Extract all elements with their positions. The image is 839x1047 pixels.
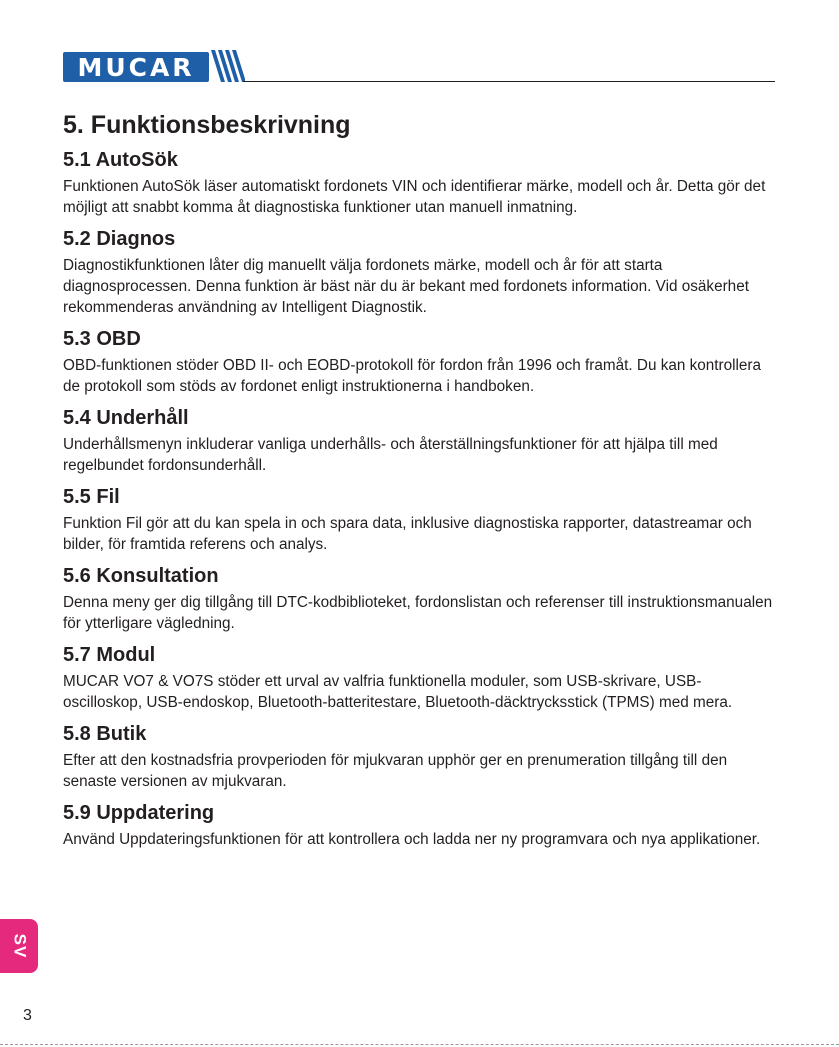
page-bottom-divider bbox=[0, 1044, 839, 1045]
section-body: Underhållsmenyn inkluderar vanliga underhålls- och återställningsfunktioner för att hjälpa till med regelbundet fordonsunderhåll. bbox=[63, 436, 718, 474]
section-title: 5.5 Fil bbox=[63, 486, 120, 508]
section-body: Diagnostikfunktionen låter dig manuellt välja fordonets märke, modell och år för att starta diagnosprocessen. Denna funktion är bäst när du är bekant med fordonets information. Vid osäkerhet rekommenderas användning av Intelligent Diagnostik. bbox=[63, 257, 749, 316]
language-label: SV bbox=[10, 933, 29, 959]
language-tab bbox=[0, 919, 38, 973]
section-body: Denna meny ger dig tillgång till DTC-kodbiblioteket, fordonslistan och referenser till instruktionsmanualen för ytterligare vägledning. bbox=[63, 594, 773, 632]
main-content bbox=[63, 110, 779, 859]
section-butik bbox=[63, 722, 779, 792]
section-body: OBD-funktionen stöder OBD II- och EOBD-protokoll för fordon från 1996 och framåt. Du kan kontrollera de protokoll som stöds av fordonet enligt instruktionerna i handboken. bbox=[63, 357, 762, 395]
logo-stripes-icon bbox=[211, 50, 245, 82]
section-uppdatering bbox=[63, 801, 779, 850]
section-body: MUCAR VO7 & VO7S stöder ett urval av valfria funktionella moduler, som USB-skrivare, USB-oscilloskop, USB-endoskop, Bluetooth-batteritestare, Bluetooth-däcktrycksstick (TPMS) med mera. bbox=[63, 673, 733, 711]
section-title: 5.8 Butik bbox=[63, 723, 147, 745]
section-title: 5.1 AutoSök bbox=[63, 149, 178, 171]
page-title: 5. Funktionsbeskrivning bbox=[63, 111, 351, 139]
section-title: 5.9 Uppdatering bbox=[63, 802, 215, 824]
section-underhall bbox=[63, 406, 779, 476]
section-body: Efter att den kostnadsfria provperioden för mjukvaran upphör ger en prenumeration tillgång till den senaste versionen av mjukvaran. bbox=[63, 752, 728, 790]
section-title: 5.3 OBD bbox=[63, 328, 141, 350]
section-body: Funktion Fil gör att du kan spela in och spara data, inklusive diagnostiska rapporter, datastreamar och bilder, för framtida referens och analys. bbox=[63, 515, 752, 553]
section-autosok bbox=[63, 148, 779, 218]
section-obd bbox=[63, 327, 779, 397]
section-fil bbox=[63, 485, 779, 555]
mucar-logo bbox=[63, 52, 209, 82]
page-header bbox=[63, 48, 775, 84]
logo-wordmark: MUCAR bbox=[77, 52, 195, 82]
section-title: 5.7 Modul bbox=[63, 644, 156, 666]
section-title: 5.2 Diagnos bbox=[63, 228, 176, 250]
section-body: Funktionen AutoSök läser automatiskt fordonets VIN och identifierar märke, modell och år. Detta gör det möjligt att snabbt komma åt diagnostiska funktioner utan manuell inmatning. bbox=[63, 178, 766, 216]
section-diagnos bbox=[63, 227, 779, 318]
header-divider bbox=[243, 81, 775, 82]
section-title: 5.4 Underhåll bbox=[63, 407, 189, 429]
section-modul bbox=[63, 643, 779, 713]
section-body: Använd Uppdateringsfunktionen för att kontrollera och ladda ner ny programvara och nya applikationer. bbox=[63, 831, 761, 848]
section-konsultation bbox=[63, 564, 779, 634]
page-number: 3 bbox=[23, 1007, 32, 1024]
section-title: 5.6 Konsultation bbox=[63, 565, 219, 587]
